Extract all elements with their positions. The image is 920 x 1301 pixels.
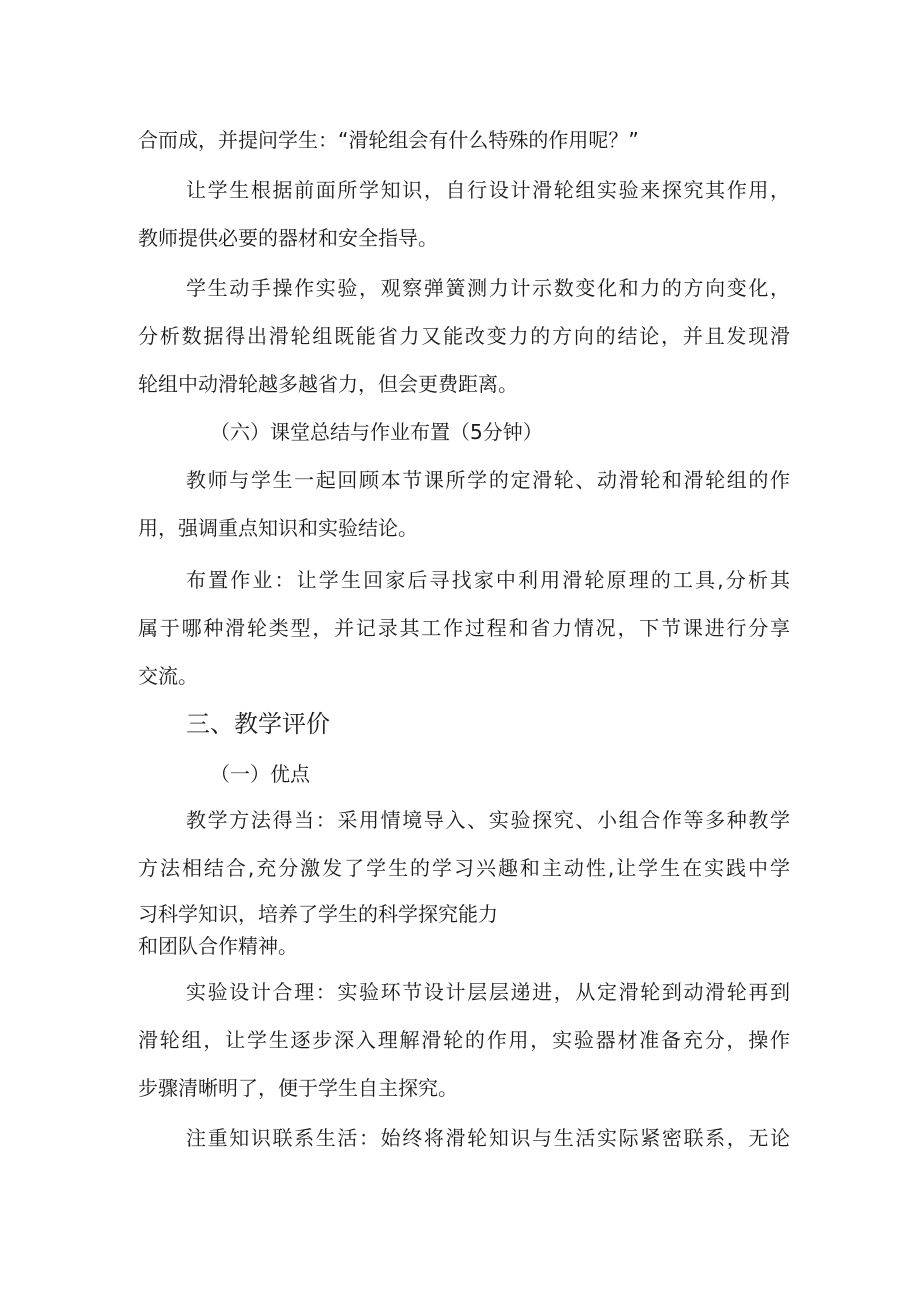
section-heading: （六）课堂总结与作业布置（5分钟） <box>210 420 543 444</box>
paragraph-line: 教学方法得当：采用情境导入、实验探究、小组合作等多种教学 <box>186 808 790 832</box>
paragraph-line: 教师与学生一起回顾本节课所学的定滑轮、动滑轮和滑轮组的作 <box>186 468 790 492</box>
paragraph-line: 让学生根据前面所学知识，自行设计滑轮组实验来探究其作用， <box>186 178 790 202</box>
paragraph-line: 属于哪种滑轮类型，并记录其工作过程和省力情况，下节课进行分享 <box>138 616 790 640</box>
paragraph-line: 方法相结合,充分激发了学生的学习兴趣和主动性,让学生在实践中学 <box>138 856 790 880</box>
paragraph-line: 习科学知识，培养了学生的科学探究能力 <box>138 902 498 926</box>
paragraph-line: 步骤清晰明了，便于学生自主探究。 <box>138 1076 458 1100</box>
paragraph-line: 滑轮组，让学生逐步深入理解滑轮的作用，实验器材准备充分，操作 <box>138 1028 790 1052</box>
paragraph-line: 布置作业：让学生回家后寻找家中利用滑轮原理的工具,分析其 <box>186 568 790 592</box>
paragraph-line: 轮组中动滑轮越多越省力，但会更费距离。 <box>138 372 518 396</box>
paragraph-line: 和团队合作精神。 <box>138 934 298 958</box>
section-heading: （一）优点 <box>210 762 310 786</box>
paragraph-line: 教师提供必要的器材和安全指导。 <box>138 226 438 250</box>
paragraph-line: 分析数据得出滑轮组既能省力又能改变力的方向的结论，并且发现滑 <box>138 324 790 348</box>
paragraph-line: 学生动手操作实验，观察弹簧测力计示数变化和力的方向变化， <box>186 276 790 300</box>
chapter-heading: 三、教学评价 <box>186 710 330 738</box>
paragraph-line: 交流。 <box>138 664 198 688</box>
paragraph-line: 注重知识联系生活：始终将滑轮知识与生活实际紧密联系，无论 <box>186 1126 790 1150</box>
paragraph-line: 合而成，并提问学生：“滑轮组会有什么特殊的作用呢？” <box>138 128 639 152</box>
paragraph-line: 实验设计合理：实验环节设计层层递进，从定滑轮到动滑轮再到 <box>186 980 790 1004</box>
paragraph-line: 用，强调重点知识和实验结论。 <box>138 516 418 540</box>
